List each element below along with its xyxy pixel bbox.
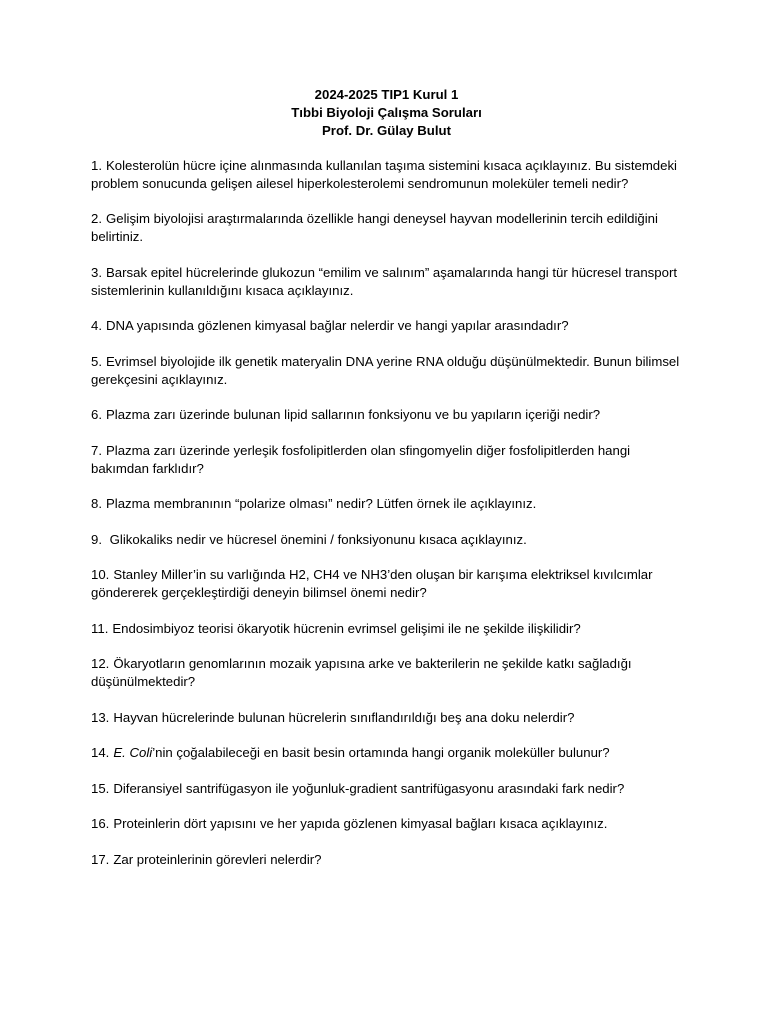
question-3 [91, 264, 682, 300]
question-number: 1. [91, 158, 102, 173]
question-14 [91, 744, 682, 762]
question-text: Hayvan hücrelerinde bulunan hücrelerin sınıflandırıldığı beş ana doku nelerdir? [113, 709, 575, 725]
question-1 [91, 157, 682, 193]
question-number: 2. [91, 211, 102, 227]
question-16 [91, 815, 682, 833]
question-number: 10. [91, 567, 110, 583]
course-title: 2024-2025 TIP1 Kurul 1 [314, 87, 459, 102]
question-number: 17. [91, 852, 110, 868]
document-title: Tıbbi Biyoloji Çalışma Soruları [291, 105, 482, 120]
question-text: Kolesterolün hücre içine alınmasında kullanılan taşıma sistemini kısaca açıklayınız. Bu sistemdeki problem sonucunda gelişen ailesel hiperkolesterolemi sendromunun moleküler temeli nedir? [91, 158, 677, 191]
question-5 [91, 353, 682, 389]
question-number: 14. [91, 745, 110, 761]
question-11 [91, 620, 682, 638]
question-text: Plazma zarı üzerinde yerleşik fosfolipitlerden olan sfingomyelin diğer fosfolipitlerden hangi bakımdan farklıdır? [91, 442, 631, 476]
question-number: 11. [91, 620, 109, 636]
question-text: Diferansiyel santrifügasyon ile yoğunluk-gradient santrifügasyonu arasındaki fark nedir? [113, 780, 625, 796]
question-15 [91, 780, 682, 798]
question-text: Endosimbiyoz teorisi ökaryotik hücrenin evrimsel gelişimi ile ne şekilde ilişkilidir? [112, 620, 581, 636]
question-number: 3. [91, 264, 102, 280]
document-header [91, 86, 682, 140]
question-9 [91, 531, 682, 549]
question-6 [91, 406, 682, 424]
question-number: 13. [91, 709, 110, 725]
question-10 [91, 566, 682, 602]
question-7 [91, 442, 682, 478]
question-8 [91, 495, 682, 513]
question-number: 5. [91, 353, 102, 369]
question-text: Proteinlerin dört yapısını ve her yapıda gözlenen kimyasal bağları kısaca açıklayınız. [113, 816, 608, 832]
question-text: Glikokaliks nedir ve hücresel önemini / fonksiyonunu kısaca açıklayınız. [109, 531, 527, 547]
species-name: E. Coli [113, 745, 153, 761]
question-2 [91, 210, 682, 246]
question-text: DNA yapısında gözlenen kimyasal bağlar nelerdir ve hangi yapılar arasındadır? [106, 318, 569, 334]
question-number: 9. [91, 531, 106, 547]
question-text: Gelişim biyolojisi araştırmalarında özellikle hangi deneysel hayvan modellerinin tercih edildiğini belirtiniz. [91, 211, 658, 245]
question-4 [91, 317, 682, 335]
question-text: Plazma zarı üzerinde bulunan lipid sallarının fonksiyonu ve bu yapıların içeriği nedir? [106, 407, 601, 423]
question-number: 15. [91, 780, 110, 796]
question-text: Barsak epitel hücrelerinde glukozun “emilim ve salınım” aşamalarında hangi tür hücresel transport sistemlerinin kullanıldığını kısaca açıklayınız. [91, 264, 677, 298]
question-list [91, 157, 682, 869]
question-number: 4. [91, 318, 102, 334]
question-12 [91, 655, 682, 691]
question-text: Plazma membranının “polarize olması” nedir? Lütfen örnek ile açıklayınız. [106, 496, 537, 512]
question-number: 6. [91, 407, 102, 423]
question-17 [91, 851, 682, 869]
question-number: 12. [91, 656, 110, 672]
question-text: Evrimsel biyolojide ilk genetik materyalin DNA yerine RNA olduğu düşünülmektedir. Bunun bilimsel gerekçesini açıklayınız. [91, 353, 680, 387]
question-number: 8. [91, 496, 102, 512]
question-text: Zar proteinlerinin görevleri nelerdir? [113, 852, 322, 868]
question-number: 7. [91, 442, 102, 458]
question-text: Ökaryotların genomlarının mozaik yapısına arke ve bakterilerin ne şekilde katkı sağladığı düşünülmektedir? [91, 656, 632, 690]
question-text: ’nin çoğalabileceği en basit besin ortamında hangi organik moleküller bulunur? [152, 745, 610, 761]
question-text: Stanley Miller’in su varlığında H2, CH4 ve NH3’den oluşan bir karışıma elektriksel kıvılcımlar göndererek gerçekleştirdiği deneyin bilimsel önemi nedir? [91, 567, 653, 601]
author-name: Prof. Dr. Gülay Bulut [322, 123, 451, 138]
question-number: 16. [91, 816, 110, 832]
question-13 [91, 709, 682, 727]
